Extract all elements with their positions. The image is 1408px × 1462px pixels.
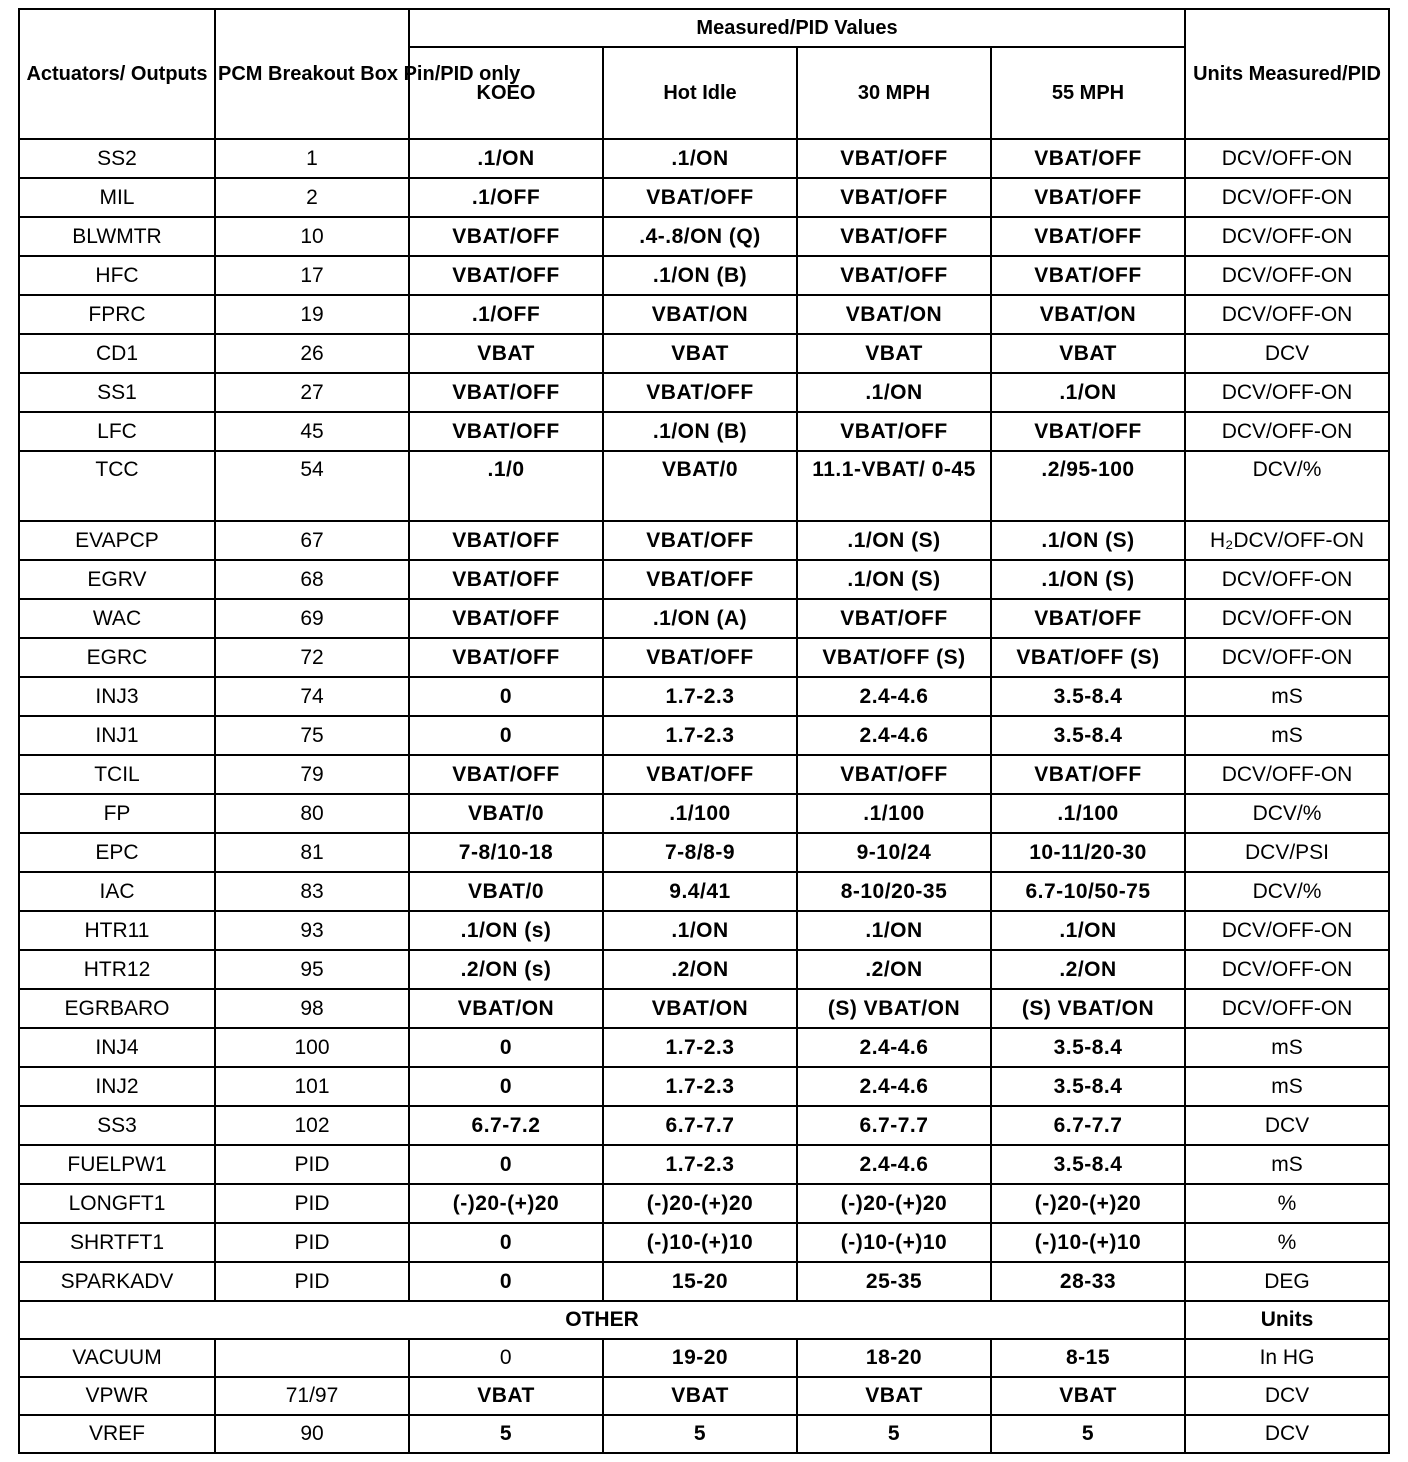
cell-55-mph: .1/ON (S) [991,521,1185,560]
cell-30-mph: VBAT [797,334,991,373]
cell-units: DCV/OFF-ON [1185,911,1389,950]
cell-koeo: VBAT/OFF [409,755,603,794]
cell-koeo: VBAT/OFF [409,373,603,412]
cell-actuator: EGRV [19,560,215,599]
cell-55-mph: 28-33 [991,1262,1185,1301]
cell-koeo: VBAT/OFF [409,599,603,638]
cell-koeo: .2/ON (s) [409,950,603,989]
cell-koeo: 0 [409,716,603,755]
cell-units: DCV [1185,1377,1389,1415]
cell-units: mS [1185,1145,1389,1184]
cell-hot-idle: 6.7-7.7 [603,1106,797,1145]
main-rows [19,139,1389,1301]
cell-actuator: TCC [19,451,215,521]
header-hot-idle: Hot Idle [603,47,797,139]
cell-units: H₂DCV/OFF-ON [1185,521,1389,560]
cell-pin [215,1339,409,1377]
cell-pin: 54 [215,451,409,521]
cell-30-mph: VBAT/OFF [797,256,991,295]
cell-actuator: TCIL [19,755,215,794]
table-row [19,1145,1389,1184]
cell-actuator: HFC [19,256,215,295]
cell-pin: 10 [215,217,409,256]
cell-30-mph: 8-10/20-35 [797,872,991,911]
table-row [19,638,1389,677]
cell-actuator: CD1 [19,334,215,373]
cell-units: mS [1185,716,1389,755]
cell-hot-idle: .1/ON (A) [603,599,797,638]
cell-koeo: 6.7-7.2 [409,1106,603,1145]
cell-koeo: 0 [409,1223,603,1262]
cell-units: DCV/OFF-ON [1185,373,1389,412]
cell-koeo: VBAT [409,334,603,373]
cell-30-mph: (S) VBAT/ON [797,989,991,1028]
cell-30-mph: 2.4-4.6 [797,1067,991,1106]
cell-actuator: INJ4 [19,1028,215,1067]
cell-koeo: .1/OFF [409,178,603,217]
cell-pin: 95 [215,950,409,989]
cell-actuator: IAC [19,872,215,911]
cell-55-mph: .1/ON [991,373,1185,412]
table-row [19,1339,1389,1377]
cell-pin: 74 [215,677,409,716]
table-row [19,451,1389,521]
cell-units: mS [1185,1028,1389,1067]
cell-hot-idle: 1.7-2.3 [603,1028,797,1067]
cell-koeo: 0 [409,1339,603,1377]
table-row [19,178,1389,217]
table-row [19,833,1389,872]
other-label: OTHER [19,1301,1185,1339]
cell-units: DEG [1185,1262,1389,1301]
cell-55-mph: .1/ON (S) [991,560,1185,599]
cell-units: In HG [1185,1339,1389,1377]
cell-hot-idle: .1/ON [603,911,797,950]
cell-pin: 68 [215,560,409,599]
cell-hot-idle: VBAT [603,1377,797,1415]
cell-hot-idle: .1/100 [603,794,797,833]
table-row [19,334,1389,373]
cell-actuator: INJ2 [19,1067,215,1106]
cell-koeo: VBAT/OFF [409,217,603,256]
cell-units: mS [1185,1067,1389,1106]
cell-hot-idle: .4-.8/ON (Q) [603,217,797,256]
cell-units: DCV/% [1185,794,1389,833]
cell-koeo: 0 [409,1067,603,1106]
cell-koeo: VBAT/OFF [409,638,603,677]
cell-30-mph: VBAT [797,1377,991,1415]
cell-55-mph: 3.5-8.4 [991,677,1185,716]
cell-hot-idle: 5 [603,1415,797,1453]
cell-koeo: (-)20-(+)20 [409,1184,603,1223]
table-row [19,716,1389,755]
cell-actuator: EPC [19,833,215,872]
cell-55-mph: 3.5-8.4 [991,716,1185,755]
cell-actuator: FPRC [19,295,215,334]
cell-30-mph: VBAT/OFF [797,139,991,178]
table-row [19,373,1389,412]
cell-koeo: VBAT/OFF [409,412,603,451]
cell-actuator: WAC [19,599,215,638]
cell-pin: 100 [215,1028,409,1067]
cell-55-mph: VBAT/OFF [991,412,1185,451]
cell-30-mph: 5 [797,1415,991,1453]
cell-actuator: LFC [19,412,215,451]
cell-units: DCV/OFF-ON [1185,638,1389,677]
cell-koeo: .1/ON [409,139,603,178]
cell-hot-idle: .1/ON (B) [603,256,797,295]
cell-units: DCV/OFF-ON [1185,295,1389,334]
table-row [19,1223,1389,1262]
cell-hot-idle: 1.7-2.3 [603,1145,797,1184]
cell-30-mph: (-)20-(+)20 [797,1184,991,1223]
cell-30-mph: .1/ON (S) [797,521,991,560]
cell-koeo: .1/0 [409,451,603,521]
table-row [19,989,1389,1028]
cell-units: % [1185,1223,1389,1262]
cell-koeo: 0 [409,677,603,716]
cell-hot-idle: 1.7-2.3 [603,1067,797,1106]
cell-hot-idle: VBAT/OFF [603,560,797,599]
cell-pin: 69 [215,599,409,638]
cell-hot-idle: VBAT/OFF [603,638,797,677]
table-row [19,217,1389,256]
table-row [19,1262,1389,1301]
cell-pin: 80 [215,794,409,833]
cell-30-mph: 11.1-VBAT/ 0-45 [797,451,991,521]
cell-actuator: SS2 [19,139,215,178]
cell-hot-idle: VBAT/OFF [603,373,797,412]
cell-actuator: HTR11 [19,911,215,950]
cell-units: DCV/OFF-ON [1185,217,1389,256]
cell-hot-idle: VBAT [603,334,797,373]
cell-55-mph: VBAT/OFF [991,217,1185,256]
cell-hot-idle: 19-20 [603,1339,797,1377]
cell-hot-idle: 1.7-2.3 [603,716,797,755]
cell-hot-idle: 1.7-2.3 [603,677,797,716]
cell-actuator: LONGFT1 [19,1184,215,1223]
cell-55-mph: 3.5-8.4 [991,1145,1185,1184]
cell-pin: 71/97 [215,1377,409,1415]
cell-koeo: VBAT/0 [409,872,603,911]
cell-koeo: .1/ON (s) [409,911,603,950]
cell-30-mph: 2.4-4.6 [797,677,991,716]
table-row [19,560,1389,599]
cell-30-mph: .1/100 [797,794,991,833]
cell-pin: 81 [215,833,409,872]
spec-sheet [18,8,1388,1454]
cell-pin: 67 [215,521,409,560]
cell-pin: 75 [215,716,409,755]
cell-actuator: VACUUM [19,1339,215,1377]
cell-55-mph: VBAT/OFF [991,178,1185,217]
cell-pin: 45 [215,412,409,451]
cell-30-mph: VBAT/OFF (S) [797,638,991,677]
cell-units: DCV/OFF-ON [1185,139,1389,178]
cell-30-mph: VBAT/OFF [797,178,991,217]
cell-units: DCV [1185,1415,1389,1453]
cell-units: DCV/OFF-ON [1185,755,1389,794]
cell-hot-idle: (-)20-(+)20 [603,1184,797,1223]
cell-hot-idle: (-)10-(+)10 [603,1223,797,1262]
cell-pin: 1 [215,139,409,178]
cell-55-mph: .1/ON [991,911,1185,950]
cell-hot-idle: 9.4/41 [603,872,797,911]
table-row [19,139,1389,178]
cell-55-mph: VBAT/OFF (S) [991,638,1185,677]
table-row [19,794,1389,833]
cell-pin: 93 [215,911,409,950]
cell-hot-idle: VBAT/OFF [603,178,797,217]
cell-pin: 17 [215,256,409,295]
table-row [19,911,1389,950]
cell-koeo: VBAT/OFF [409,560,603,599]
cell-units: DCV/OFF-ON [1185,178,1389,217]
cell-30-mph: 2.4-4.6 [797,1145,991,1184]
cell-pin: 27 [215,373,409,412]
cell-30-mph: 9-10/24 [797,833,991,872]
cell-55-mph: 6.7-10/50-75 [991,872,1185,911]
cell-55-mph: (S) VBAT/ON [991,989,1185,1028]
cell-actuator: SS3 [19,1106,215,1145]
cell-30-mph: (-)10-(+)10 [797,1223,991,1262]
cell-units: DCV [1185,334,1389,373]
cell-koeo: VBAT/OFF [409,256,603,295]
cell-actuator: FP [19,794,215,833]
cell-units: DCV/% [1185,451,1389,521]
table-row [19,1377,1389,1415]
cell-actuator: EGRC [19,638,215,677]
cell-actuator: HTR12 [19,950,215,989]
cell-pin: 101 [215,1067,409,1106]
table-row [19,950,1389,989]
cell-hot-idle: VBAT/OFF [603,755,797,794]
cell-30-mph: VBAT/OFF [797,217,991,256]
cell-30-mph: VBAT/OFF [797,599,991,638]
cell-units: DCV/OFF-ON [1185,989,1389,1028]
cell-pin: 79 [215,755,409,794]
cell-30-mph: 2.4-4.6 [797,716,991,755]
cell-actuator: SS1 [19,373,215,412]
cell-units: DCV/OFF-ON [1185,950,1389,989]
cell-55-mph: 8-15 [991,1339,1185,1377]
cell-units: DCV [1185,1106,1389,1145]
cell-55-mph: (-)20-(+)20 [991,1184,1185,1223]
cell-actuator: BLWMTR [19,217,215,256]
cell-actuator: SHRTFT1 [19,1223,215,1262]
cell-30-mph: .2/ON [797,950,991,989]
cell-30-mph: VBAT/OFF [797,755,991,794]
cell-hot-idle: VBAT/ON [603,295,797,334]
cell-units: DCV/OFF-ON [1185,560,1389,599]
cell-55-mph: 10-11/20-30 [991,833,1185,872]
cell-koeo: VBAT/0 [409,794,603,833]
cell-actuator: MIL [19,178,215,217]
cell-pin: PID [215,1262,409,1301]
header-actuators: Actuators/ Outputs [19,9,215,139]
header-measured-group: Measured/PID Values [409,9,1185,47]
cell-hot-idle: VBAT/0 [603,451,797,521]
cell-55-mph: 3.5-8.4 [991,1067,1185,1106]
table-row [19,872,1389,911]
cell-hot-idle: .1/ON (B) [603,412,797,451]
cell-pin: PID [215,1184,409,1223]
cell-55-mph: (-)10-(+)10 [991,1223,1185,1262]
header-pin: PCM Breakout Box Pin/PID only [215,9,409,139]
cell-actuator: EVAPCP [19,521,215,560]
cell-pin: 90 [215,1415,409,1453]
table-row [19,1028,1389,1067]
cell-pin: PID [215,1145,409,1184]
cell-units: DCV/% [1185,872,1389,911]
cell-koeo: .1/OFF [409,295,603,334]
cell-actuator: FUELPW1 [19,1145,215,1184]
cell-pin: 26 [215,334,409,373]
cell-55-mph: VBAT/ON [991,295,1185,334]
cell-30-mph: .1/ON [797,911,991,950]
cell-hot-idle: 15-20 [603,1262,797,1301]
table-row [19,1184,1389,1223]
cell-koeo: 0 [409,1028,603,1067]
cell-koeo: VBAT [409,1377,603,1415]
cell-30-mph: 2.4-4.6 [797,1028,991,1067]
cell-actuator: SPARKADV [19,1262,215,1301]
cell-units: % [1185,1184,1389,1223]
cell-55-mph: VBAT/OFF [991,256,1185,295]
cell-koeo: VBAT/OFF [409,521,603,560]
cell-55-mph: .2/ON [991,950,1185,989]
pcm-values-table [18,8,1390,1454]
cell-30-mph: .1/ON [797,373,991,412]
cell-units: mS [1185,677,1389,716]
cell-actuator: INJ3 [19,677,215,716]
cell-55-mph: 5 [991,1415,1185,1453]
table-row [19,1415,1389,1453]
cell-koeo: 0 [409,1145,603,1184]
cell-55-mph: .2/95-100 [991,451,1185,521]
cell-koeo: 5 [409,1415,603,1453]
cell-30-mph: .1/ON (S) [797,560,991,599]
other-units-label: Units [1185,1301,1389,1339]
table-row [19,295,1389,334]
cell-55-mph: VBAT/OFF [991,599,1185,638]
cell-units: DCV/OFF-ON [1185,412,1389,451]
table-row [19,256,1389,295]
cell-55-mph: 3.5-8.4 [991,1028,1185,1067]
cell-55-mph: 6.7-7.7 [991,1106,1185,1145]
cell-pin: 98 [215,989,409,1028]
cell-30-mph: 25-35 [797,1262,991,1301]
cell-units: DCV/OFF-ON [1185,256,1389,295]
cell-pin: 83 [215,872,409,911]
cell-55-mph: VBAT [991,334,1185,373]
cell-actuator: VPWR [19,1377,215,1415]
cell-koeo: VBAT/ON [409,989,603,1028]
cell-koeo: 7-8/10-18 [409,833,603,872]
other-section [19,1301,1389,1453]
cell-units: DCV/OFF-ON [1185,599,1389,638]
cell-actuator: EGRBARO [19,989,215,1028]
cell-55-mph: VBAT/OFF [991,139,1185,178]
cell-30-mph: 6.7-7.7 [797,1106,991,1145]
cell-30-mph: VBAT/ON [797,295,991,334]
cell-pin: 2 [215,178,409,217]
table-row [19,755,1389,794]
cell-actuator: VREF [19,1415,215,1453]
table-row [19,521,1389,560]
cell-30-mph: VBAT/OFF [797,412,991,451]
table-row [19,599,1389,638]
cell-units: DCV/PSI [1185,833,1389,872]
cell-hot-idle: VBAT/ON [603,989,797,1028]
cell-pin: PID [215,1223,409,1262]
table-row [19,1067,1389,1106]
table-row [19,677,1389,716]
cell-koeo: 0 [409,1262,603,1301]
cell-actuator: INJ1 [19,716,215,755]
cell-55-mph: VBAT/OFF [991,755,1185,794]
cell-55-mph: VBAT [991,1377,1185,1415]
cell-55-mph: .1/100 [991,794,1185,833]
cell-hot-idle: .2/ON [603,950,797,989]
cell-30-mph: 18-20 [797,1339,991,1377]
header-units: Units Measured/PID [1185,9,1389,139]
header-30-mph: 30 MPH [797,47,991,139]
cell-hot-idle: VBAT/OFF [603,521,797,560]
cell-hot-idle: .1/ON [603,139,797,178]
cell-pin: 72 [215,638,409,677]
cell-pin: 102 [215,1106,409,1145]
table-row [19,1106,1389,1145]
header-55-mph: 55 MPH [991,47,1185,139]
cell-pin: 19 [215,295,409,334]
cell-hot-idle: 7-8/8-9 [603,833,797,872]
table-row [19,412,1389,451]
header-koeo: KOEO [409,47,603,139]
